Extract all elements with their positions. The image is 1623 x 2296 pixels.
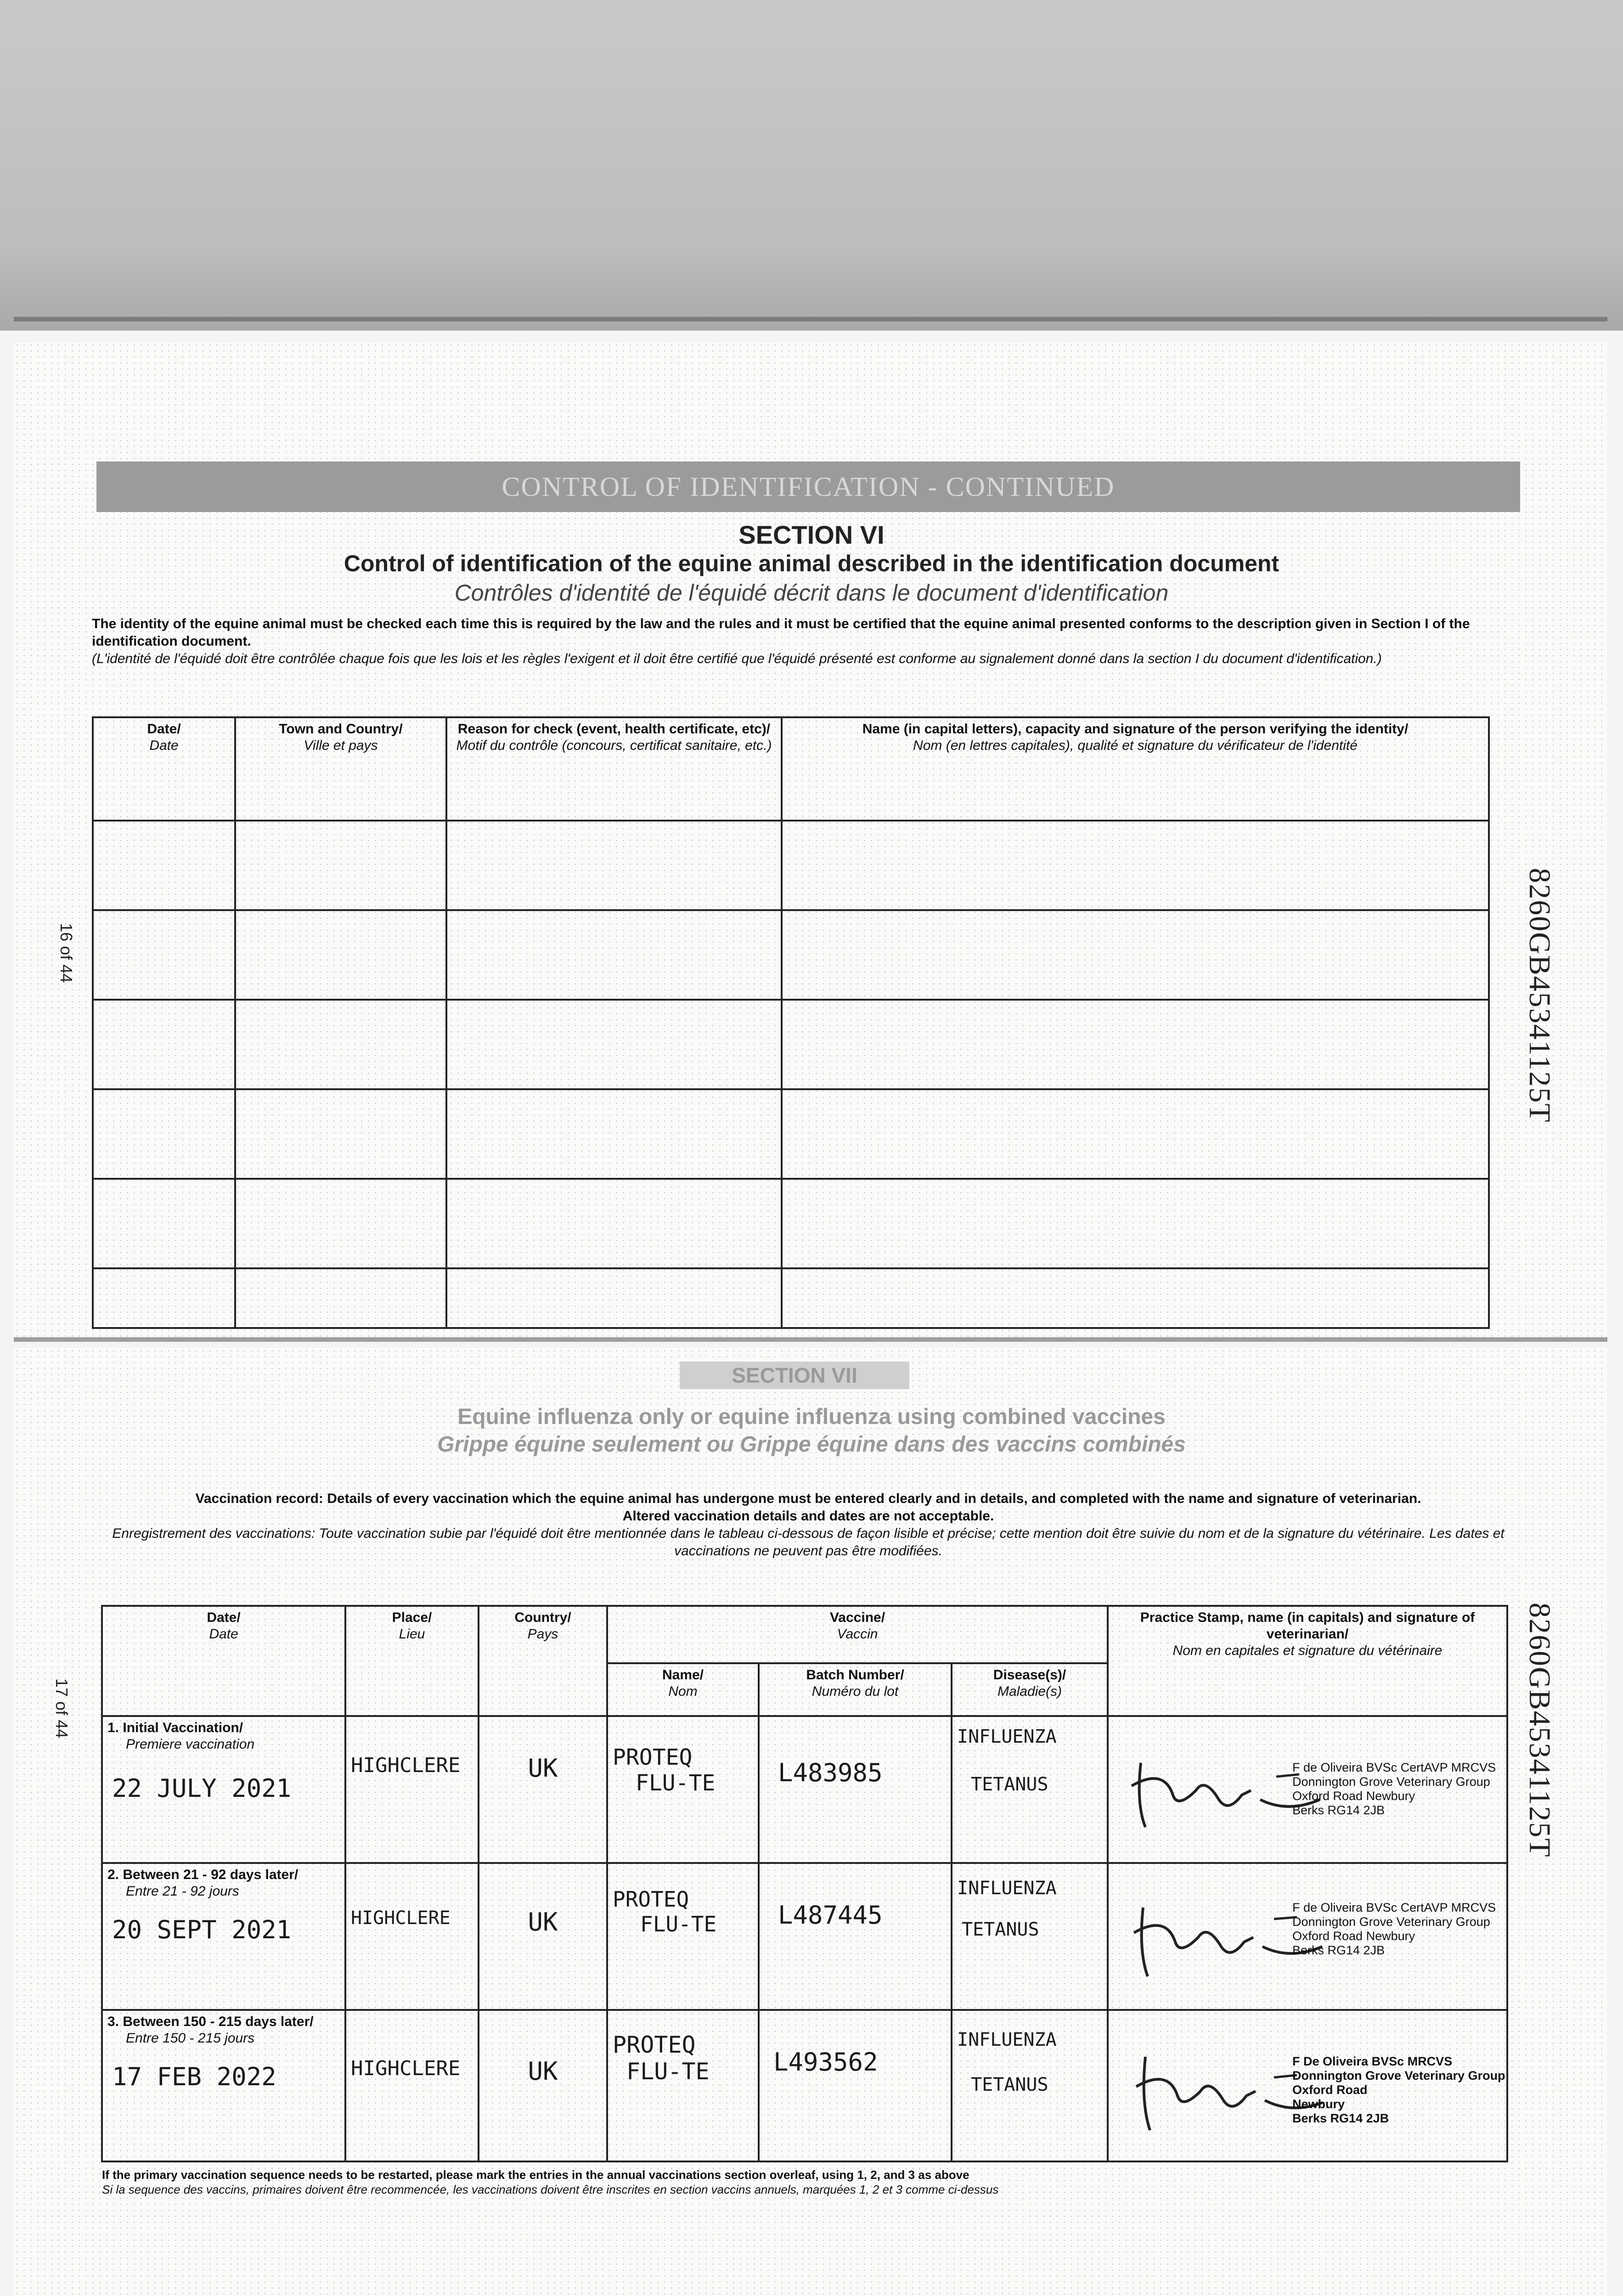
practice-stamp: F de Oliveira BVSc CertAVP MRCVS Donnington Grove Veterinary Group Oxford Road Newbury Berks RG14 2JB [1292, 1761, 1496, 1817]
record-label: Vaccination record: [195, 1491, 323, 1506]
col-reason: Reason for check (event, health certificate, etc)/ Motif du contrôle (concours, certificat sanitaire, etc.) [446, 717, 782, 821]
table-row [93, 821, 1489, 910]
row-label: 2. Between 21 - 92 days later/ [107, 1867, 299, 1882]
col-town-country: Town and Country/ Ville et pays [235, 717, 446, 821]
table-row [102, 1863, 1507, 2010]
practice-stamp: F De Oliveira BVSc MRCVS Donnington Grove Veterinary Group Oxford Road Newbury Berks RG14 2JB [1292, 2054, 1505, 2125]
section-vi-heading: Control of identification of the equine animal described in the identification document [344, 551, 1279, 576]
col-vaccine-name: Name/ Nom [607, 1663, 759, 1716]
vaccination-date: 17 FEB 2022 [112, 2062, 276, 2091]
batch-number-cell: L483985 [759, 1716, 952, 1863]
footnote-fr: Si la sequence des vaccins, primaires doivent être recommencée, les vaccinations doivent être inscrites en section vaccins annuels, marquées 1, 2 et 3 comme ci-dessus [102, 2183, 999, 2196]
vaccination-header-row [102, 1606, 1507, 1663]
table-row [102, 1716, 1507, 1863]
vaccination-date: 20 SEPT 2021 [112, 1915, 292, 1944]
stamp-cell [1108, 2010, 1507, 2161]
place-cell: HIGHCLERE [345, 1716, 479, 1863]
col-country: Country/ Pays [479, 1606, 607, 1716]
col-disease: Disease(s)/ Maladie(s) [952, 1663, 1108, 1716]
section-vii-heading: Equine influenza only or equine influenza using combined vaccines [457, 1405, 1166, 1429]
disease-cell: INFLUENZA TETANUS [952, 2010, 1108, 2161]
date-cell [102, 1863, 345, 2010]
table-row [93, 1268, 1489, 1328]
section-vi-intro [92, 615, 1488, 668]
practice-stamp: F de Oliveira BVSc CertAVP MRCVS Donnington Grove Veterinary Group Oxford Road Newbury Berks RG14 2JB [1292, 1901, 1496, 1957]
vaccination-date: 22 JULY 2021 [112, 1774, 292, 1803]
vaccination-record-text [106, 1490, 1511, 1560]
continued-banner: CONTROL OF IDENTIFICATION - CONTINUED [96, 461, 1520, 512]
section-vi-heading-fr: Contrôles d'identité de l'équidé décrit dans le document d'identification [454, 580, 1169, 606]
disease-cell: INFLUENZA TETANUS [952, 1863, 1108, 2010]
country-cell: UK [479, 1716, 607, 1863]
footnote-en: If the primary vaccination sequence needs to be restarted, please mark the entries in the annual vaccinations section overleaf, using 1, 2, and 3 as above [102, 2168, 969, 2182]
batch-number-cell: L487445 [759, 1863, 952, 2010]
country-cell: UK [479, 2010, 607, 2161]
col-date: Date/ Date [93, 717, 235, 821]
row-label-fr: Entre 150 - 215 jours [126, 2031, 255, 2046]
col-date: Date/ Date [102, 1606, 345, 1716]
identity-check-table [92, 716, 1490, 1329]
altered-warning: Altered vaccination details and dates are not acceptable. [622, 1508, 994, 1524]
footnote [102, 2167, 1507, 2197]
page-number-16: 16 of 44 [57, 923, 76, 983]
disease-cell: INFLUENZA TETANUS [952, 1716, 1108, 1863]
row-label-fr: Premiere vaccination [126, 1737, 255, 1752]
col-place: Place/ Lieu [345, 1606, 479, 1716]
date-cell [102, 1716, 345, 1863]
intro-en: The identity of the equine animal must be checked each time this is required by the law and the rules and it must be certified that the equine animal presented conforms to the description given in Section I of the identification document. [92, 616, 1470, 649]
vaccine-name-cell: PROTEQ FLU-TE [607, 2010, 759, 2161]
vaccine-name-cell: PROTEQ FLU-TE [607, 1863, 759, 2010]
identity-table-header [93, 717, 1489, 821]
col-verifier: Name (in capital letters), capacity and signature of the person verifying the identity/ Nom (en lettres capitales), qualité et signature du vérificateur de l'identité [782, 717, 1489, 821]
page-fold [14, 1337, 1607, 1342]
date-cell [102, 2010, 345, 2161]
stamp-cell [1108, 1716, 1507, 1863]
table-row [102, 2010, 1507, 2161]
section-vi-title: SECTION VI [738, 520, 885, 549]
intro-fr: (L'identité de l'équidé doit être contrôlée chaque fois que les lois et les règles l'exigent et il doit être certifié que l'équidé présenté est conforme au signalement donné dans la section I du document d'identification.) [92, 651, 1382, 666]
section-vii-title: SECTION VII [680, 1362, 909, 1389]
country-cell: UK [479, 1863, 607, 2010]
col-practice-stamp: Practice Stamp, name (in capitals) and signature of veterinarian/ Nom en capitales et signature du vétérinaire [1108, 1606, 1507, 1716]
section-vii-heading-fr: Grippe équine seulement ou Grippe équine dans des vaccins combinés [437, 1432, 1186, 1457]
batch-number-cell: L493562 [759, 2010, 952, 2161]
table-row [93, 1179, 1489, 1268]
record-en: Details of every vaccination which the equine animal has undergone must be entered clearly and in details, and completed with the name and signature of veterinarian. [323, 1491, 1421, 1506]
vaccine-name-cell: PROTEQ FLU-TE [607, 1716, 759, 1863]
col-batch-number: Batch Number/ Numéro du lot [759, 1663, 952, 1716]
place-cell: HIGHCLERE [345, 1863, 479, 2010]
page-edge [14, 317, 1607, 321]
table-row [93, 1089, 1489, 1179]
row-label-fr: Entre 21 - 92 jours [126, 1884, 239, 1899]
stamp-cell [1108, 1863, 1507, 2010]
record-label-fr: Enregistrement des vaccinations: [112, 1526, 316, 1541]
passport-number-lower: 8260GB45341125T [1523, 1603, 1556, 1858]
table-row [93, 910, 1489, 1000]
table-row [93, 1000, 1489, 1089]
page-number-17: 17 of 44 [52, 1678, 71, 1739]
row-label: 1. Initial Vaccination/ [107, 1720, 243, 1735]
place-cell: HIGHCLERE [345, 2010, 479, 2161]
vaccination-table [101, 1605, 1508, 2162]
col-vaccine: Vaccine/ Vaccin [607, 1606, 1108, 1663]
scan-background [0, 0, 1623, 331]
passport-number-upper: 8260GB45341125T [1523, 868, 1556, 1123]
row-label: 3. Between 150 - 215 days later/ [107, 2014, 314, 2029]
record-fr: Toute vaccination subie par l'équidé doit être mentionnée dans le tableau ci-dessous de façon lisible et précise; cette mention doit être suivie du nom et de la signature du vétérinaire. Les dates et vaccinations ne peuvent pas être modifiées. [315, 1526, 1505, 1559]
